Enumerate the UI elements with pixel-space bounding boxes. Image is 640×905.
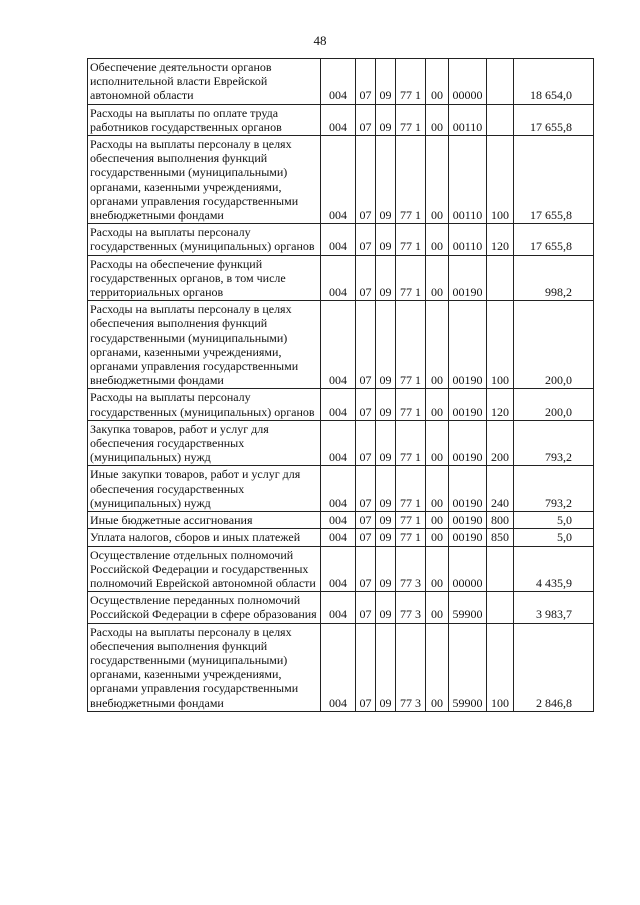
subsection-code-cell: 09: [376, 529, 396, 546]
amount-cell: 3 983,7: [514, 592, 594, 623]
program-code-cell: 77 1: [396, 420, 426, 466]
subsection-code-cell: 09: [376, 301, 396, 389]
amount-cell: 17 655,8: [514, 224, 594, 255]
subprogram-code-cell: 00: [426, 529, 449, 546]
amount-cell: 793,2: [514, 420, 594, 466]
amount-cell: 793,2: [514, 466, 594, 512]
ministry-code-cell: 004: [321, 592, 356, 623]
direction-code-cell: 00110: [449, 136, 487, 224]
expense-type-cell: 100: [487, 136, 514, 224]
subprogram-code-cell: 00: [426, 466, 449, 512]
subsection-code-cell: 09: [376, 512, 396, 529]
direction-code-cell: 00190: [449, 389, 487, 420]
subprogram-code-cell: 00: [426, 224, 449, 255]
section-code-cell: 07: [356, 623, 376, 711]
subsection-code-cell: 09: [376, 623, 396, 711]
ministry-code-cell: 004: [321, 529, 356, 546]
amount-cell: 998,2: [514, 255, 594, 301]
subprogram-code-cell: 00: [426, 301, 449, 389]
direction-code-cell: 00190: [449, 466, 487, 512]
subsection-code-cell: 09: [376, 546, 396, 592]
budget-table: [87, 58, 594, 712]
ministry-code-cell: 004: [321, 389, 356, 420]
table-row: [88, 224, 594, 255]
table-row: [88, 623, 594, 711]
row-name-cell: Расходы на выплаты персоналу в целях обеспечения выполнения функций государственными (муниципальными) органами, казенными учреждениями, органами управления государственными внебюджетными фондами: [88, 623, 321, 711]
section-code-cell: 07: [356, 529, 376, 546]
subprogram-code-cell: 00: [426, 389, 449, 420]
ministry-code-cell: 004: [321, 255, 356, 301]
row-name-cell: Обеспечение деятельности органов исполнительной власти Еврейской автономной области: [88, 59, 321, 105]
expense-type-cell: [487, 104, 514, 135]
row-name-cell: Расходы на выплаты персоналу в целях обеспечения выполнения функций государственными (муниципальными) органами, казенными учреждениями, органами управления государственными внебюджетными фондами: [88, 136, 321, 224]
subsection-code-cell: 09: [376, 466, 396, 512]
subprogram-code-cell: 00: [426, 104, 449, 135]
subprogram-code-cell: 00: [426, 255, 449, 301]
amount-cell: 5,0: [514, 529, 594, 546]
ministry-code-cell: 004: [321, 301, 356, 389]
program-code-cell: 77 1: [396, 136, 426, 224]
table-row: [88, 104, 594, 135]
subprogram-code-cell: 00: [426, 546, 449, 592]
expense-type-cell: 120: [487, 389, 514, 420]
subsection-code-cell: 09: [376, 224, 396, 255]
subsection-code-cell: 09: [376, 255, 396, 301]
table-row: [88, 389, 594, 420]
expense-type-cell: 800: [487, 512, 514, 529]
amount-cell: 18 654,0: [514, 59, 594, 105]
table-row: [88, 136, 594, 224]
section-code-cell: 07: [356, 546, 376, 592]
section-code-cell: 07: [356, 592, 376, 623]
row-name-cell: Расходы на обеспечение функций государственных органов, в том числе территориальных органов: [88, 255, 321, 301]
direction-code-cell: 59900: [449, 623, 487, 711]
subprogram-code-cell: 00: [426, 623, 449, 711]
table-row: [88, 59, 594, 105]
direction-code-cell: 00190: [449, 420, 487, 466]
table-row: [88, 546, 594, 592]
direction-code-cell: 00190: [449, 301, 487, 389]
ministry-code-cell: 004: [321, 59, 356, 105]
ministry-code-cell: 004: [321, 136, 356, 224]
program-code-cell: 77 1: [396, 529, 426, 546]
section-code-cell: 07: [356, 59, 376, 105]
expense-type-cell: 100: [487, 301, 514, 389]
row-name-cell: Иные бюджетные ассигнования: [88, 512, 321, 529]
direction-code-cell: 00110: [449, 104, 487, 135]
amount-cell: 17 655,8: [514, 104, 594, 135]
table-row: [88, 301, 594, 389]
amount-cell: 17 655,8: [514, 136, 594, 224]
section-code-cell: 07: [356, 224, 376, 255]
amount-cell: 5,0: [514, 512, 594, 529]
expense-type-cell: [487, 546, 514, 592]
section-code-cell: 07: [356, 389, 376, 420]
row-name-cell: Расходы на выплаты по оплате труда работников государственных органов: [88, 104, 321, 135]
row-name-cell: Расходы на выплаты персоналу государственных (муниципальных) органов: [88, 224, 321, 255]
section-code-cell: 07: [356, 420, 376, 466]
subprogram-code-cell: 00: [426, 512, 449, 529]
subprogram-code-cell: 00: [426, 59, 449, 105]
program-code-cell: 77 3: [396, 623, 426, 711]
subsection-code-cell: 09: [376, 104, 396, 135]
section-code-cell: 07: [356, 255, 376, 301]
section-code-cell: 07: [356, 136, 376, 224]
direction-code-cell: 00190: [449, 255, 487, 301]
row-name-cell: Уплата налогов, сборов и иных платежей: [88, 529, 321, 546]
expense-type-cell: [487, 592, 514, 623]
section-code-cell: 07: [356, 512, 376, 529]
direction-code-cell: 00000: [449, 546, 487, 592]
program-code-cell: 77 1: [396, 224, 426, 255]
program-code-cell: 77 1: [396, 301, 426, 389]
ministry-code-cell: 004: [321, 224, 356, 255]
direction-code-cell: 00190: [449, 529, 487, 546]
subprogram-code-cell: 00: [426, 420, 449, 466]
expense-type-cell: [487, 59, 514, 105]
amount-cell: 4 435,9: [514, 546, 594, 592]
table-row: [88, 592, 594, 623]
program-code-cell: 77 1: [396, 512, 426, 529]
ministry-code-cell: 004: [321, 546, 356, 592]
section-code-cell: 07: [356, 466, 376, 512]
subsection-code-cell: 09: [376, 592, 396, 623]
page-number: 48: [313, 33, 327, 48]
program-code-cell: 77 3: [396, 592, 426, 623]
subsection-code-cell: 09: [376, 59, 396, 105]
expense-type-cell: [487, 255, 514, 301]
budget-table-body: [88, 59, 594, 712]
table-row: [88, 420, 594, 466]
direction-code-cell: 59900: [449, 592, 487, 623]
ministry-code-cell: 004: [321, 623, 356, 711]
row-name-cell: Иные закупки товаров, работ и услуг для обеспечения государственных (муниципальных) нужд: [88, 466, 321, 512]
program-code-cell: 77 1: [396, 255, 426, 301]
table-row: [88, 529, 594, 546]
table-row: [88, 255, 594, 301]
ministry-code-cell: 004: [321, 512, 356, 529]
program-code-cell: 77 1: [396, 59, 426, 105]
ministry-code-cell: 004: [321, 466, 356, 512]
subprogram-code-cell: 00: [426, 592, 449, 623]
expense-type-cell: 120: [487, 224, 514, 255]
row-name-cell: Осуществление отдельных полномочий Российской Федерации и государственных полномочий Еврейской автономной области: [88, 546, 321, 592]
row-name-cell: Закупка товаров, работ и услуг для обеспечения государственных (муниципальных) нужд: [88, 420, 321, 466]
row-name-cell: Осуществление переданных полномочий Российской Федерации в сфере образования: [88, 592, 321, 623]
program-code-cell: 77 1: [396, 389, 426, 420]
expense-type-cell: 850: [487, 529, 514, 546]
direction-code-cell: 00190: [449, 512, 487, 529]
row-name-cell: Расходы на выплаты персоналу в целях обеспечения выполнения функций государственными (муниципальными) органами, казенными учреждениями, органами управления государственными внебюджетными фондами: [88, 301, 321, 389]
row-name-cell: Расходы на выплаты персоналу государственных (муниципальных) органов: [88, 389, 321, 420]
expense-type-cell: 240: [487, 466, 514, 512]
table-row: [88, 512, 594, 529]
section-code-cell: 07: [356, 301, 376, 389]
amount-cell: 200,0: [514, 389, 594, 420]
ministry-code-cell: 004: [321, 104, 356, 135]
subprogram-code-cell: 00: [426, 136, 449, 224]
subsection-code-cell: 09: [376, 136, 396, 224]
program-code-cell: 77 1: [396, 466, 426, 512]
amount-cell: 200,0: [514, 301, 594, 389]
table-row: [88, 466, 594, 512]
ministry-code-cell: 004: [321, 420, 356, 466]
section-code-cell: 07: [356, 104, 376, 135]
direction-code-cell: 00000: [449, 59, 487, 105]
program-code-cell: 77 3: [396, 546, 426, 592]
direction-code-cell: 00110: [449, 224, 487, 255]
subsection-code-cell: 09: [376, 389, 396, 420]
subsection-code-cell: 09: [376, 420, 396, 466]
amount-cell: 2 846,8: [514, 623, 594, 711]
expense-type-cell: 200: [487, 420, 514, 466]
program-code-cell: 77 1: [396, 104, 426, 135]
expense-type-cell: 100: [487, 623, 514, 711]
